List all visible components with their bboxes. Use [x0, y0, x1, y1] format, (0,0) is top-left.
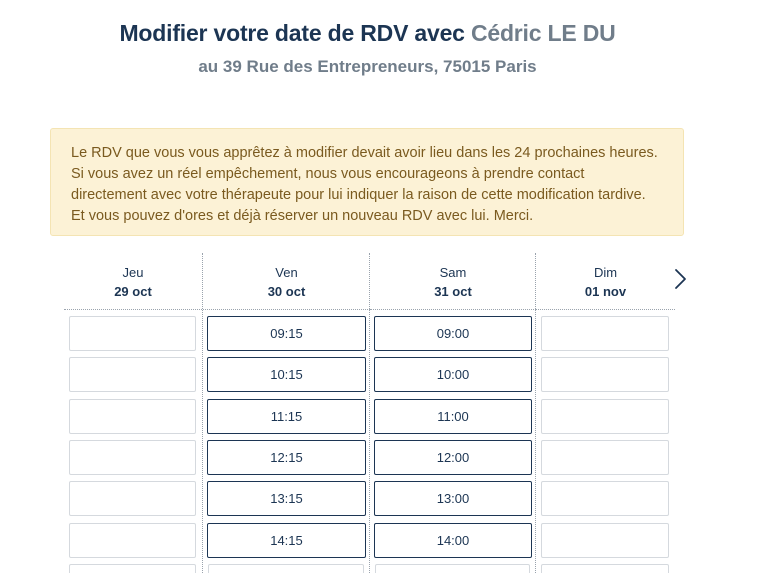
time-slot-button[interactable]: 11:00 [374, 399, 532, 434]
day-column [202, 253, 370, 573]
day-column [535, 253, 675, 573]
empty-slot [541, 481, 669, 516]
day-name: Dim [593, 265, 618, 280]
empty-slot [541, 399, 669, 434]
practitioner-address: au 39 Rue des Entrepreneurs, 75015 Paris [198, 57, 537, 76]
empty-slot [69, 316, 196, 351]
time-slot-button[interactable]: 14:15 [207, 523, 366, 558]
time-slot-button[interactable]: 10:00 [374, 357, 532, 392]
day-name: Ven [275, 265, 298, 280]
time-slot-button[interactable]: 10:15 [207, 357, 366, 392]
time-slot-button[interactable]: 12:15 [207, 440, 366, 475]
empty-slot [541, 523, 669, 558]
day-date: 30 oct [267, 284, 306, 299]
empty-slot [69, 357, 196, 392]
time-slot-button[interactable]: 13:00 [374, 481, 532, 516]
day-header [370, 253, 536, 310]
day-header [203, 253, 370, 310]
day-header [64, 253, 202, 310]
practitioner-name: Cédric LE DU [470, 20, 616, 46]
time-slot-button[interactable]: 09:00 [374, 316, 532, 351]
day-name: Sam [439, 265, 467, 280]
empty-slot [541, 357, 669, 392]
empty-slot [541, 564, 669, 573]
late-change-warning: Le RDV que vous vous apprêtez à modifier devait avoir lieu dans les 24 prochaines heures. Si vous avez un réel empêchement, nous vous encourageons à prendre contact directement avec votre thérapeute pour lui indiquer la raison de cette modification tardive. Et vous pouvez d'ores et déjà réserver un nouveau RDV avec lui. Merci. [50, 128, 684, 236]
empty-slot [541, 316, 669, 351]
availability-calendar [64, 253, 674, 573]
time-slot-button[interactable]: 13:15 [207, 481, 366, 516]
day-date: 29 oct [114, 284, 152, 299]
time-slot-button[interactable]: 09:15 [207, 316, 366, 351]
time-slot-button[interactable]: 12:00 [374, 440, 532, 475]
empty-slot [69, 481, 196, 516]
empty-slot [69, 399, 196, 434]
empty-slot [375, 564, 530, 573]
empty-slot [208, 564, 364, 573]
time-slot-button[interactable]: 11:15 [207, 399, 366, 434]
chevron-right-icon[interactable] [671, 265, 691, 293]
day-date: 31 oct [434, 284, 472, 299]
title-prefix: Modifier votre date de RDV avec [119, 20, 471, 46]
day-date: 01 nov [584, 284, 627, 299]
day-name: Jeu [122, 265, 144, 280]
empty-slot [69, 564, 196, 573]
day-column [369, 253, 536, 573]
page-title [0, 20, 735, 47]
day-header [536, 253, 675, 310]
day-column [64, 253, 202, 573]
empty-slot [541, 440, 669, 475]
empty-slot [69, 523, 196, 558]
empty-slot [69, 440, 196, 475]
time-slot-button[interactable]: 14:00 [374, 523, 532, 558]
